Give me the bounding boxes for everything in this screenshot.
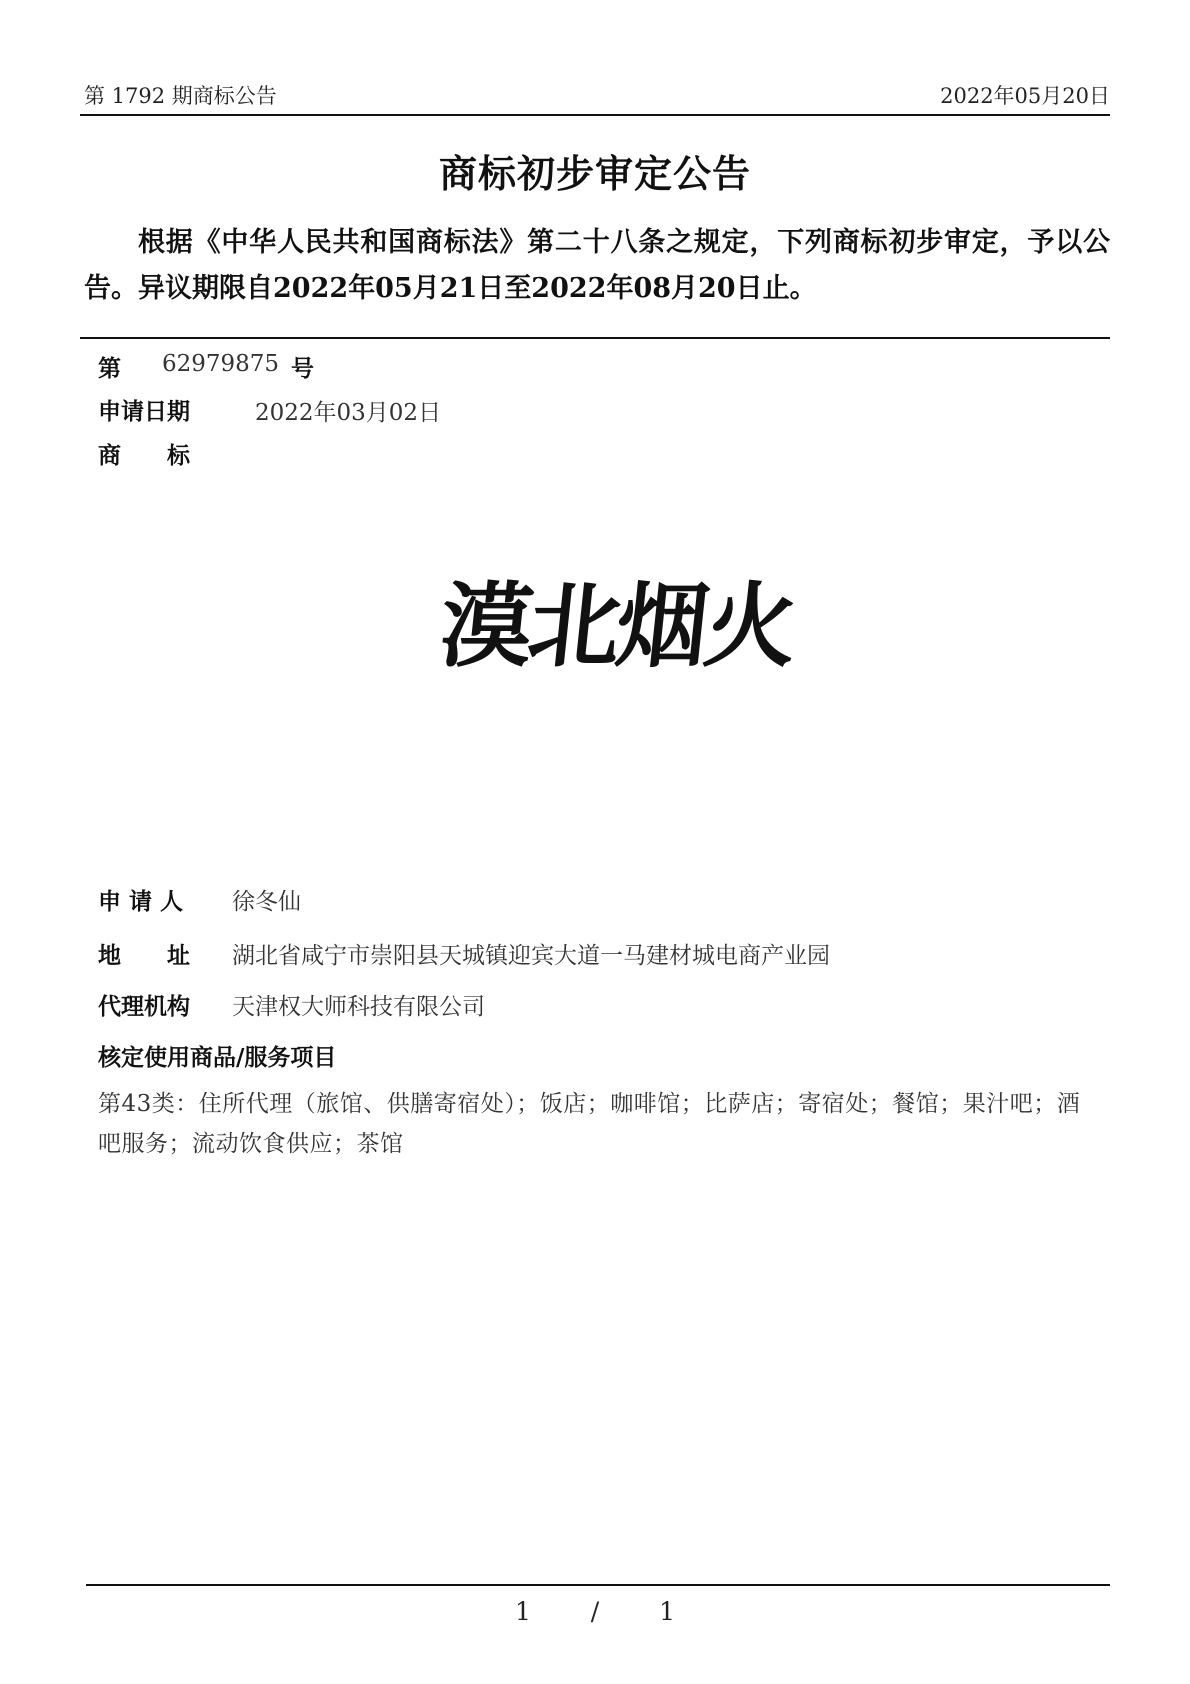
applicant-row: [98, 883, 301, 916]
trademark-row: [98, 437, 190, 470]
goods-services-heading: 核定使用商品/服务项目: [98, 1044, 337, 1071]
goods-services-list: 第43类：住所代理（旅馆、供膳寄宿处）；饭店；咖啡馆；比萨店；寄宿处；餐馆；果汁吧；酒吧服务；流动饮食供应；茶馆: [98, 1091, 1081, 1157]
application-date-label: 申请日期: [98, 398, 190, 425]
section-divider: [80, 337, 1110, 339]
registration-number-suffix: 号: [291, 355, 314, 382]
registration-number: 62979875: [162, 351, 280, 377]
issue-date: 2022年05月20日: [940, 84, 1110, 108]
agent-name: 天津权大师科技有限公司: [232, 994, 485, 1020]
trademark-image: [425, 548, 805, 698]
announcement-intro: 根据《中华人民共和国商标法》第二十八条之规定，下列商标初步审定，予以公告。异议期限自2022年05月21日至2022年08月20日止。: [84, 227, 1110, 304]
page-total: 1: [659, 1597, 676, 1626]
application-date-row: [98, 393, 442, 426]
page-current: 1: [514, 1597, 531, 1626]
registration-number-row: [98, 350, 314, 383]
applicant-label: 申 请 人: [98, 888, 184, 915]
address-label: 地 址: [98, 942, 190, 969]
page-separator: /: [590, 1597, 600, 1626]
header-divider: [80, 114, 1110, 116]
applicant-name: 徐冬仙: [232, 889, 301, 915]
registration-number-label: 第: [98, 355, 121, 382]
address-row: [98, 937, 830, 970]
trademark-text: 漠北烟火: [435, 571, 799, 680]
footer-divider: [86, 1584, 1110, 1586]
agent-row: [98, 988, 485, 1021]
agent-label: 代理机构: [98, 993, 190, 1020]
trademark-calligraphy: [425, 548, 805, 698]
trademark-label: 商 标: [98, 442, 190, 469]
page-indicator: [0, 1597, 1190, 1626]
page-title: 商标初步审定公告: [438, 151, 751, 196]
application-date: 2022年03月02日: [255, 400, 442, 426]
issue-number: 第 1792 期商标公告: [84, 84, 277, 108]
address-value: 湖北省咸宁市崇阳县天城镇迎宾大道一马建材城电商产业园: [232, 943, 830, 969]
